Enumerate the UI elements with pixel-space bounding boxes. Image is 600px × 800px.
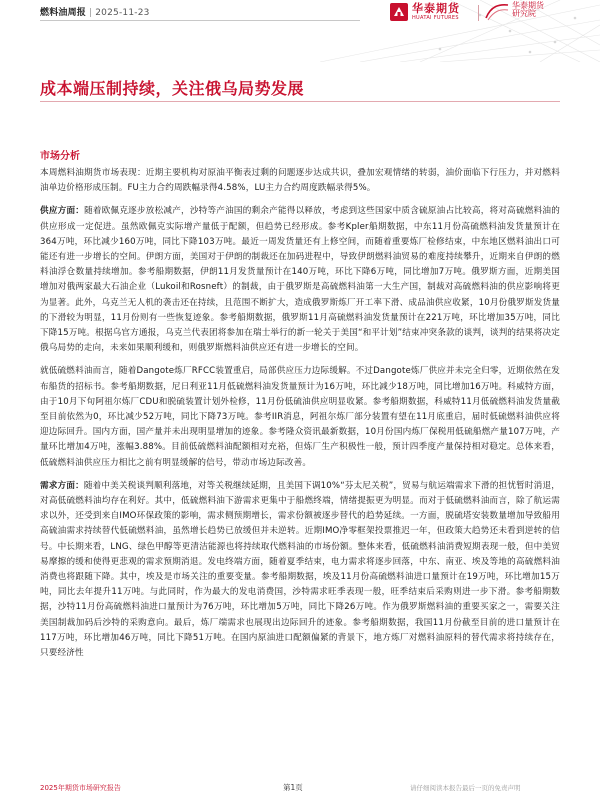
research-logo-line1: 华泰期货 — [512, 1, 544, 10]
logo-name-cn: 华泰期货 — [412, 2, 460, 15]
footer-disclaimer: 请仔细阅读本报告最后一页的免责声明 — [410, 784, 521, 792]
research-logo-line2: 研究院 — [512, 9, 536, 19]
paragraph-supply — [40, 204, 560, 356]
research-logo-icon — [485, 2, 509, 22]
report-header-title — [40, 5, 150, 18]
paragraph-demand — [40, 479, 560, 661]
paragraph-text: 随着中美关税谈判顺利落地，对等关税继续延期，且美国下调10%“芬太尼关税”，贸易与航运端需求下滑的担忧暂时消退，对高低硫燃料油均存在利好。其中，低硫燃料油下游需求更集中于船燃终端，情绪提振更为明显。而对于低硫燃料油而言，除了航运需求以外，还受到来自IMO环保政策的影响，需求侧预期增长，需求份额被逐步替代的趋势延续。一方面，脱硫塔安装数量增加导致船用高硫油需求持续替代低硫燃料油，虽然增长趋势已放缓但并未逆转。近期IMO净零框架投票推迟一年，但政策大趋势还未看到逆转的信号。中长期来看，LNG、绿色甲醇等更清洁能源也将持续取代燃料油的市场份额。整体来看，低硫燃料油消费短期表现一般，但中美贸易摩擦的缓和使得更悲观的需求预期消退。发电终端方面，随着夏季结束，电力需求将逐步回落，中东、南亚、埃及等地的高硫燃料油消费也将跟随下降。其中，埃及是市场关注的重要变量。参考船期数据，埃及11月份高硫燃料油进口量预计在19万吨，环比增加15万吨，同比去年提升11万吨。与此同时，作为最大的发电消费国，沙特需求旺季表现一般，旺季结束后采购则进一步下滑。参考船期数据，沙特11月份高硫燃料油进口量预计为76万吨，环比增加5万吨，同比下降26万吨。作为俄罗斯燃料油的重要买家之一，需要关注美国制裁加码后沙特的采购意向。最后，炼厂端需求也展现出边际回升的迹象。参考船期数据，我国11月份截至目前的进口量预计在117万吨，环比增加46万吨，同比下降51万吨。在国内原油进口配额偏紧的背景下，地方炼厂对燃料油原料的替代需求将持续存在，只要经济性 — [40, 480, 560, 659]
huatai-futures-logo — [390, 3, 460, 21]
paragraph-lead: 需求方面： — [40, 480, 84, 491]
header-separator: | — [89, 8, 93, 18]
report-name: 燃料油周报 — [40, 8, 87, 18]
section-heading: 市场分析 — [40, 151, 80, 162]
footer-page-number: 第1页 — [283, 783, 303, 792]
paragraph-futures-market — [40, 166, 560, 196]
footer-report-series: 2025年期货市场研究报告 — [40, 784, 121, 792]
report-title: 成本端压制持续，关注俄乌局势发展 — [40, 79, 305, 98]
page-header — [0, 0, 600, 62]
logo-name-en: HUATAI FUTURES — [412, 15, 459, 21]
research-institute-logo — [485, 2, 544, 22]
paragraph-low-sulfur-supply — [40, 364, 560, 470]
paragraph-lead: 供应方面： — [40, 206, 85, 217]
report-body — [40, 150, 560, 775]
huatai-logo-icon — [390, 3, 408, 21]
report-date: 2025-11-23 — [95, 8, 150, 18]
title-rule — [40, 101, 560, 102]
paragraph-text: 就低硫燃料油而言，随着Dangote炼厂RFCC装置重启，局部供应压力边际缓解。不过Dangote炼厂供应并未完全归零，近期依然在发布船货的招标书。参考船期数据，尼日利亚11月低硫燃料油发货量预计为16万吨，环比减少18万吨，同比增加16万吨。科威特方面，由于10月下旬阿祖尔炼厂CDU和脱硫装置计划外检修，11月份低硫油供应明显收紧。参考船期数据，科威特11月低硫燃料油发货量截至目前依然为0，环比减少52万吨，同比下降73万吨。参考IIR消息，阿祖尔炼厂部分装置有望在11月底重启，届时低硫燃料油供应将迎边际回升。国内方面，国产量并未出现明显增加的迹象。参考隆众资讯最新数据，10月份国内炼厂保税用低硫船燃产量107万吨，产量环比增加4万吨，涨幅3.88%。目前低硫燃料油配额相对充裕，但炼厂生产积极性一般，预计四季度产量保持相对稳定。总体来看，低硫燃料油供应压力相比之前有明显缓解的信号，带动市场边际改善。 — [40, 366, 560, 468]
logo-divider — [478, 5, 479, 21]
paragraph-text: 本周燃料油期货市场表现：近期主要机构对原油平衡表过剩的问题逐步达成共识，叠加宏观情绪的转弱，油价面临下行压力，并对燃料油单边价格形成压制。FU主力合约周跌幅录得4.58%，LU主力合约周度跌幅录得5%。 — [40, 168, 560, 194]
paragraph-text: 随着欧佩克逐步放松减产，沙特等产油国的剩余产能得以释放，考虑到这些国家中质含硫原油占比较高，将对高硫燃料油的供应形成一定促进。虽然欧佩克实际增产量低于配额，但趋势已经形成。参考Kpler船期数据，中东11月份高硫燃料油发货量预计在364万吨，环比减少160万吨，同比下降103万吨。最近一周发货量还有上修空间，而随着重要炼厂检修结束，中东地区燃料油出口可能还有进一步增长的空间。伊朗方面，美国对于伊朗的制裁还在加码进程中，导致伊朗燃料油贸易的难度持续攀升，近期来自伊朗的燃料油浮仓数量持续增加。参考船期数据，伊朗11月发货量预计在140万吨，环比下降6万吨，同比增加7万吨。俄罗斯方面，近期美国增加对俄两家最大石油企业（Lukoil和Rosneft）的制裁，由于俄罗斯是高硫燃料油第一大生产国，制裁对高硫燃料油的供应影响将更为显著。此外，乌克兰无人机的袭击还在持续，且范围不断扩大，造成俄罗斯炼厂开工率下滑、成品油供应收紧，10月份俄罗斯发货量的下滑较为明显，11月份则有一些恢复迹象。参考船期数据，俄罗斯11月高硫燃料油发货量预计在221万吨，环比增加35万吨，同比下降15万吨。根据乌官方通报，乌克兰代表团将参加在瑞士举行的新一轮关于美国“和平计划”结束冲突条款的谈判，谈判的结果将决定俄乌局势的走向，未来如果顺利缓和，则俄罗斯燃料油供应还有进一步增长的空间。 — [40, 206, 560, 354]
